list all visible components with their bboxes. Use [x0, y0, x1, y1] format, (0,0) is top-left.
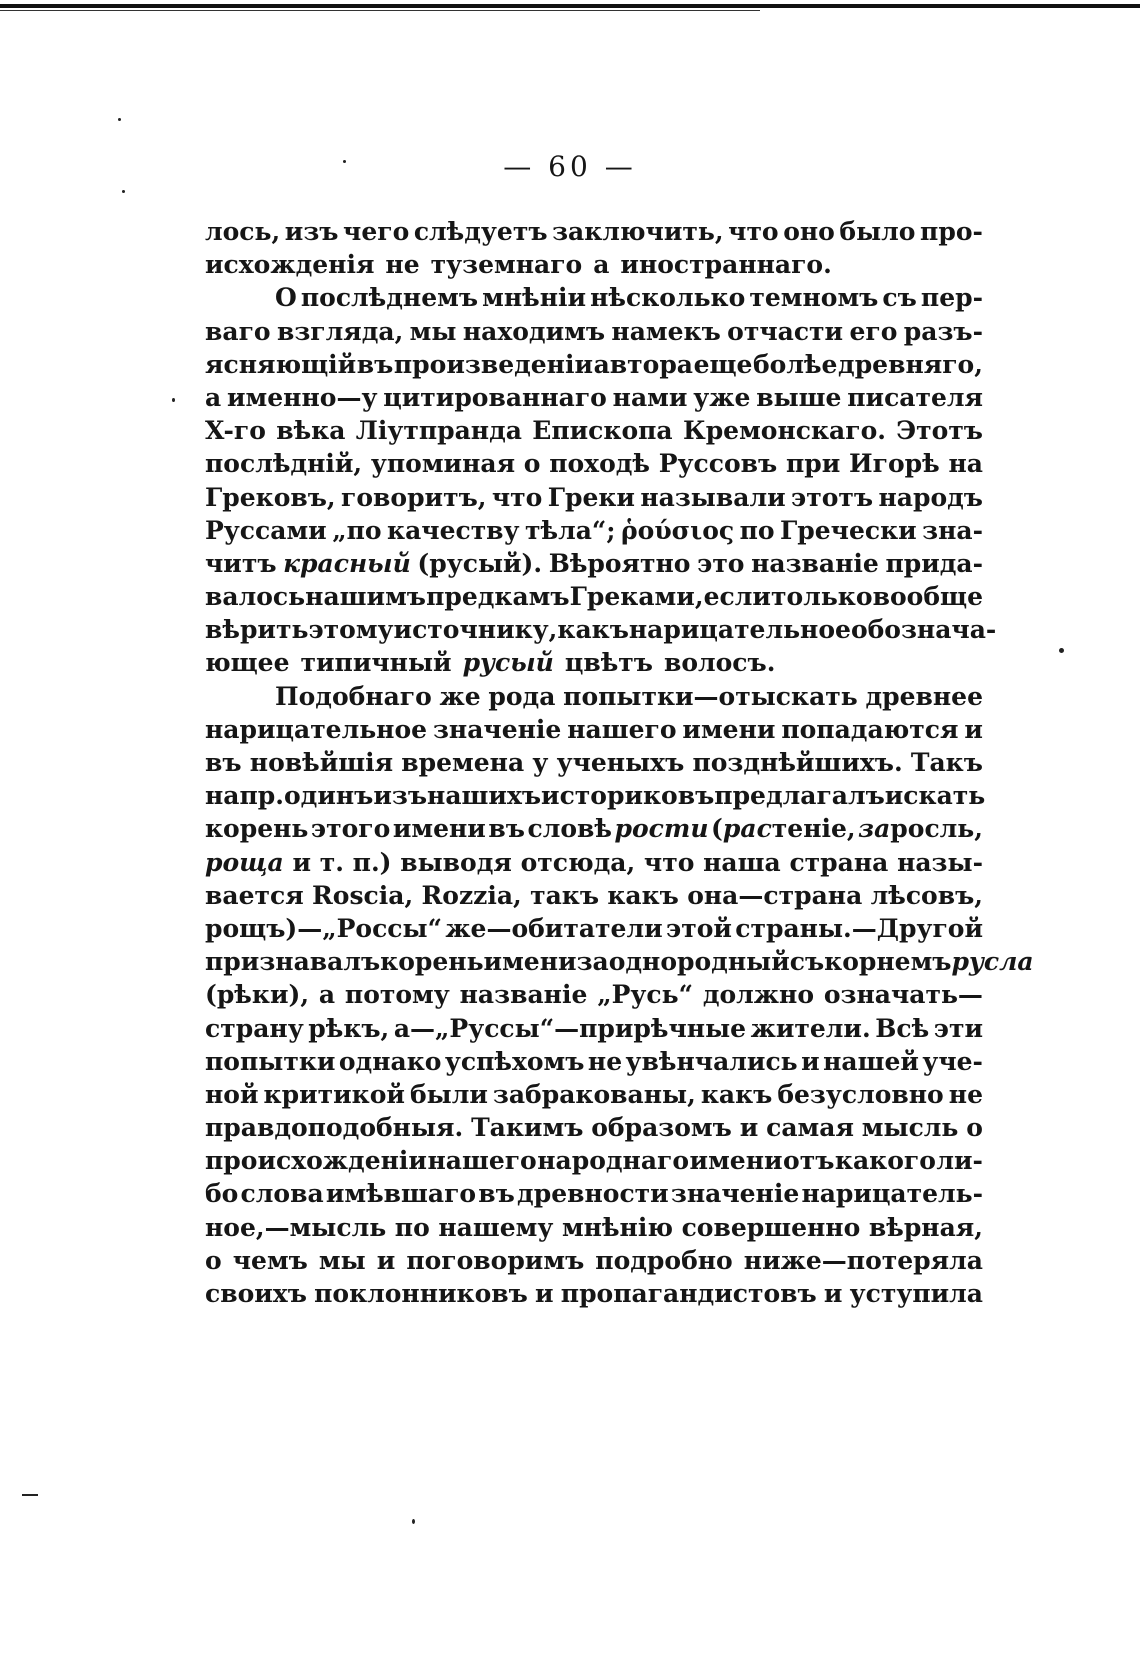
text-line	[205, 315, 983, 348]
text-line	[205, 680, 983, 713]
text-word: слѣдуетъ	[413, 217, 548, 246]
text-word: самая	[766, 1113, 854, 1143]
text-word: жители.	[750, 1013, 871, 1043]
text-word: страну	[205, 1013, 304, 1043]
text-word: на	[948, 449, 983, 479]
text-line	[205, 580, 983, 613]
text-word: уже	[693, 382, 751, 412]
text-word: изъ	[373, 781, 428, 811]
text-word: ваго	[205, 316, 271, 346]
text-line	[205, 381, 983, 414]
text-word: однако	[338, 1046, 442, 1076]
text-word: послѣдній,	[205, 449, 363, 479]
text-word: подробно	[595, 1245, 733, 1275]
text-word: Rozzia,	[421, 880, 522, 910]
text-word: а	[593, 250, 610, 280]
text-word: Гречески	[780, 515, 917, 545]
text-word: походѣ	[549, 449, 650, 479]
text-line	[205, 779, 986, 812]
text-word: попытки	[205, 1046, 336, 1076]
text-word: нашихъ	[427, 781, 542, 811]
text-word: однородный	[608, 947, 790, 977]
text-word: ющее	[205, 648, 290, 678]
text-word: вается	[205, 880, 304, 910]
text-word: страна	[789, 847, 889, 877]
text-word: критикой	[263, 1079, 405, 1109]
text-word: съ	[789, 947, 825, 977]
text-word: а	[318, 980, 336, 1010]
text-word: Вѣроятно	[548, 548, 691, 578]
text-word: отъ	[783, 1146, 835, 1176]
text-line	[205, 348, 983, 381]
text-word: Грековъ,	[205, 482, 336, 512]
text-line	[205, 215, 983, 248]
text-word: это	[697, 548, 745, 578]
text-word: же	[439, 681, 481, 711]
text-word: рости	[614, 814, 709, 844]
text-word: мы	[318, 1245, 366, 1275]
text-line	[205, 613, 997, 646]
text-word: его	[849, 316, 898, 346]
text-word: чего	[343, 217, 410, 246]
text-word: и	[823, 1279, 843, 1308]
text-line	[205, 1211, 983, 1244]
text-word: какъ	[607, 880, 679, 910]
text-word: имени	[689, 1146, 783, 1176]
text-word: т.	[319, 847, 344, 877]
text-word: послѣднемъ	[300, 283, 479, 313]
text-word: Епископа	[532, 416, 673, 446]
text-word: Греки	[547, 482, 635, 512]
text-word: красный	[283, 548, 411, 578]
text-word: говоритъ,	[341, 482, 487, 512]
text-word: Греками,	[569, 582, 704, 612]
text-word: писателя	[847, 382, 983, 412]
text-word: не	[385, 250, 420, 280]
text-word: нарицательное	[205, 714, 428, 744]
text-word: въ	[488, 814, 525, 844]
text-word: а—„Руссы“—прирѣчные	[393, 1013, 747, 1043]
text-word: за	[576, 947, 609, 977]
text-word: нарицательное	[628, 615, 851, 645]
text-line	[205, 1078, 983, 1111]
text-word: вѣрная,	[868, 1212, 983, 1242]
text-word: зароcль,	[858, 814, 983, 844]
text-word: Руссовъ	[658, 449, 778, 479]
text-word: п.)	[352, 847, 392, 877]
text-word: источнику,	[393, 615, 558, 645]
text-line	[205, 646, 983, 679]
text-line	[205, 978, 983, 1011]
text-line	[205, 447, 983, 480]
text-word: поклонниковъ	[314, 1279, 528, 1308]
text-word: нарицатель-	[801, 1179, 983, 1209]
text-word: рощъ)—„Россы“	[205, 913, 442, 943]
text-word: Такимъ	[471, 1113, 584, 1143]
text-word: валось	[205, 582, 306, 612]
text-line	[205, 1045, 983, 1078]
text-word: пер-	[920, 283, 983, 313]
text-word: туземнаго	[430, 250, 583, 280]
text-word: нами	[612, 382, 688, 412]
text-word: означать—	[823, 980, 983, 1010]
scan-speck	[172, 398, 175, 402]
text-word: произведеніи	[393, 349, 594, 379]
text-word: и	[801, 1046, 820, 1076]
text-word: Roscia,	[312, 880, 414, 910]
text-word: зна-	[922, 515, 983, 545]
text-word: волосъ.	[663, 648, 776, 678]
text-line	[205, 481, 983, 514]
text-word: не	[948, 1079, 983, 1109]
text-line	[205, 879, 983, 912]
text-line	[205, 1012, 983, 1045]
top-border-rule	[0, 4, 1140, 8]
text-word: цитированнаго	[383, 382, 607, 412]
text-word: про-	[920, 217, 983, 246]
text-word: должно	[702, 980, 814, 1010]
text-word: и	[292, 847, 311, 877]
text-word: чемъ	[232, 1245, 308, 1275]
text-word: древности	[517, 1179, 669, 1209]
text-word: качеству	[387, 515, 520, 545]
text-word: ниже—потеряла	[743, 1245, 983, 1275]
text-word: мнѣнію	[561, 1212, 673, 1242]
scan-speck	[1059, 648, 1064, 653]
text-word: ясняющій	[205, 349, 357, 379]
text-word: Руссами	[205, 515, 327, 545]
text-word: изъ	[284, 217, 339, 246]
text-word: нашему	[438, 1212, 554, 1242]
text-word: имени	[392, 814, 486, 844]
text-word: эти	[933, 1013, 983, 1043]
text-word: бо	[205, 1179, 239, 1209]
text-word: мнѣніи	[482, 283, 587, 313]
text-word: позднѣйшихъ.	[692, 748, 903, 777]
text-word: „Русь“	[597, 980, 693, 1010]
text-word: лѣсовъ,	[870, 880, 983, 910]
text-word: словѣ	[527, 814, 612, 844]
text-word: нашимъ	[305, 582, 426, 612]
text-word: упоминая	[370, 449, 516, 479]
text-word: русла	[951, 947, 1034, 977]
text-word: (растеніе,	[711, 814, 856, 844]
text-word: совершенно	[681, 1212, 861, 1242]
text-line	[205, 945, 1034, 978]
text-word: имени	[483, 947, 577, 977]
text-word: о	[966, 1113, 983, 1143]
text-word: находимъ	[462, 316, 606, 346]
text-word: у	[532, 748, 549, 777]
text-word: называли	[640, 482, 786, 512]
text-word: такъ	[530, 880, 600, 910]
text-word: болѣе	[753, 349, 838, 379]
text-word: о	[205, 1245, 222, 1275]
text-word: предлагалъ	[714, 781, 885, 811]
text-word: о	[523, 449, 541, 479]
text-word: исхожденія	[205, 250, 375, 280]
text-word: времена	[401, 748, 525, 777]
text-word: уче-	[922, 1046, 983, 1076]
scan-speck	[412, 1519, 415, 1524]
text-word: образомъ	[591, 1113, 732, 1143]
text-word: значеніе	[432, 714, 562, 744]
text-word: напр.	[205, 781, 284, 811]
text-line	[205, 1111, 983, 1144]
text-word: названіе	[751, 548, 879, 578]
text-word: значеніе	[670, 1179, 800, 1209]
text-word: цвѣтъ	[564, 648, 653, 678]
text-word: предкамъ	[426, 582, 570, 612]
text-line	[205, 812, 983, 845]
text-line	[205, 912, 983, 945]
text-word: этой	[665, 913, 732, 943]
text-word: своихъ	[205, 1279, 307, 1308]
text-word: увѣнчались	[625, 1046, 798, 1076]
text-word: выше	[756, 382, 842, 412]
text-line	[205, 846, 983, 879]
text-word: русый	[462, 648, 554, 678]
text-word: этому	[308, 615, 394, 645]
text-word: и	[739, 1113, 759, 1143]
text-word: были	[409, 1079, 488, 1109]
text-word: „по	[332, 515, 382, 545]
text-word: Этотъ	[896, 416, 983, 446]
text-word: въ	[205, 748, 242, 777]
text-word: отсюда,	[520, 847, 636, 877]
text-word: читъ	[205, 548, 277, 578]
text-word: Игорѣ	[849, 449, 940, 479]
scan-speck	[122, 190, 125, 193]
text-word: въ	[478, 1179, 515, 1209]
text-word: попытки—отыскать	[563, 681, 858, 711]
text-word: ῥούσιος	[621, 515, 735, 545]
text-word: этотъ	[791, 482, 874, 512]
text-word: въ	[356, 349, 394, 379]
text-word: ное,—мысль	[205, 1212, 387, 1242]
top-border-thin-rule	[0, 10, 760, 11]
text-word: нашей	[823, 1046, 919, 1076]
text-word: правдоподобныя.	[205, 1113, 464, 1143]
text-word: поговоримъ	[406, 1245, 585, 1275]
text-word: названіе	[459, 980, 588, 1010]
text-word: слова	[240, 1179, 324, 1209]
text-word: безусловно	[777, 1079, 944, 1109]
text-word: и	[964, 714, 983, 744]
text-word: имени	[682, 714, 776, 744]
text-word: ученыхъ	[556, 748, 685, 777]
text-word: съ	[882, 283, 917, 313]
text-word: вообще	[872, 582, 983, 612]
text-word: древнее	[865, 681, 983, 711]
text-word: искать	[884, 781, 986, 811]
text-word: при	[785, 449, 841, 479]
text-word: не	[587, 1046, 623, 1076]
text-word: рѣкъ,	[308, 1013, 390, 1043]
text-word: мы	[409, 316, 457, 346]
text-line	[205, 281, 983, 314]
text-word: типичный	[300, 648, 452, 678]
text-word: вѣка	[276, 416, 346, 446]
scan-speck	[22, 1494, 38, 1496]
text-word: пропагандистовъ	[560, 1279, 817, 1308]
text-word: попадаются	[781, 714, 959, 744]
text-word: Подобнаго	[275, 681, 432, 711]
text-word: рода	[488, 681, 556, 711]
text-word: страны.—Другой	[735, 913, 983, 943]
text-word: историковъ	[541, 781, 715, 811]
text-word: древняго,	[838, 349, 983, 379]
text-word: отчасти	[727, 316, 844, 346]
text-word: уступила	[849, 1279, 983, 1308]
text-word: Кремонскаго.	[682, 416, 886, 446]
text-word: мысль	[861, 1113, 959, 1143]
text-word: Всѣ	[875, 1013, 930, 1043]
text-word: (русый).	[417, 548, 543, 578]
text-word: корень	[205, 814, 309, 844]
text-word: что	[643, 847, 695, 877]
text-word: оно	[783, 217, 835, 246]
text-word: одинъ	[283, 781, 374, 811]
text-line	[205, 713, 983, 746]
text-word: какъ	[700, 1079, 773, 1109]
text-word: еще	[693, 349, 753, 379]
text-word: (рѣки),	[205, 980, 310, 1010]
text-line	[205, 514, 983, 547]
text-word: темномъ	[749, 283, 879, 313]
text-word: наша	[703, 847, 781, 877]
text-word: что	[728, 217, 779, 246]
text-word: имѣвшаго	[325, 1179, 477, 1209]
page-number: — 60 —	[503, 150, 637, 183]
text-word: этого	[310, 814, 391, 844]
text-word: нѣсколько	[590, 283, 746, 313]
text-word: какъ	[557, 615, 629, 645]
text-word: корнемъ	[824, 947, 952, 977]
text-line	[205, 547, 983, 580]
text-word: какого	[834, 1146, 936, 1176]
text-word: тѣла“;	[525, 515, 616, 545]
text-word: и	[376, 1245, 396, 1275]
text-word: Такъ	[910, 748, 983, 777]
text-word: выводя	[400, 847, 512, 877]
text-word: назы-	[897, 847, 983, 877]
text-word: заключить,	[552, 217, 724, 246]
body-text	[205, 215, 1034, 1310]
text-word: если	[703, 582, 771, 612]
text-word: лось,	[205, 217, 281, 246]
text-word: разъ-	[903, 316, 983, 346]
text-word: нашего	[427, 1146, 537, 1176]
text-word: признавалъ	[205, 947, 381, 977]
text-word: корень	[380, 947, 484, 977]
text-line	[205, 414, 983, 447]
text-line	[205, 248, 983, 281]
text-word: а	[205, 382, 222, 412]
text-word: ной	[205, 1079, 259, 1109]
text-word: О	[275, 283, 297, 313]
text-word: забракованы,	[492, 1079, 696, 1109]
text-word: новѣйшія	[249, 748, 394, 777]
text-word: происхожденіи	[205, 1146, 427, 1176]
text-word: Ліутпранда	[355, 416, 522, 446]
scan-speck	[118, 118, 121, 121]
text-word: что	[491, 482, 543, 512]
text-line	[205, 1177, 983, 1210]
text-word: по	[394, 1212, 430, 1242]
text-line	[205, 1244, 983, 1277]
text-word: обозначa-	[850, 615, 997, 645]
text-word: автора	[593, 349, 693, 379]
text-word: прида-	[885, 548, 983, 578]
text-word: только	[771, 582, 873, 612]
text-word: ли-	[936, 1146, 983, 1176]
text-word: нашего	[567, 714, 677, 744]
text-word: успѣхомъ	[444, 1046, 585, 1076]
text-word: намекъ	[611, 316, 721, 346]
text-word: было	[839, 217, 916, 246]
text-word: она—страна	[687, 880, 863, 910]
text-word: вѣрить	[205, 615, 309, 645]
text-word: же—обитатели	[445, 913, 663, 943]
text-word: по	[739, 515, 775, 545]
text-word: народнаго	[537, 1146, 690, 1176]
text-word: потому	[344, 980, 450, 1010]
text-word: роща	[205, 847, 284, 877]
text-line	[205, 746, 983, 779]
text-word: и	[535, 1279, 554, 1308]
text-word: иностраннаго.	[620, 250, 832, 280]
text-line	[205, 1277, 983, 1310]
text-word: X-го	[205, 416, 266, 446]
text-word: взгляда,	[276, 316, 404, 346]
text-line	[205, 1144, 983, 1177]
text-word: именно—у	[227, 382, 378, 412]
text-word: народъ	[878, 482, 983, 512]
